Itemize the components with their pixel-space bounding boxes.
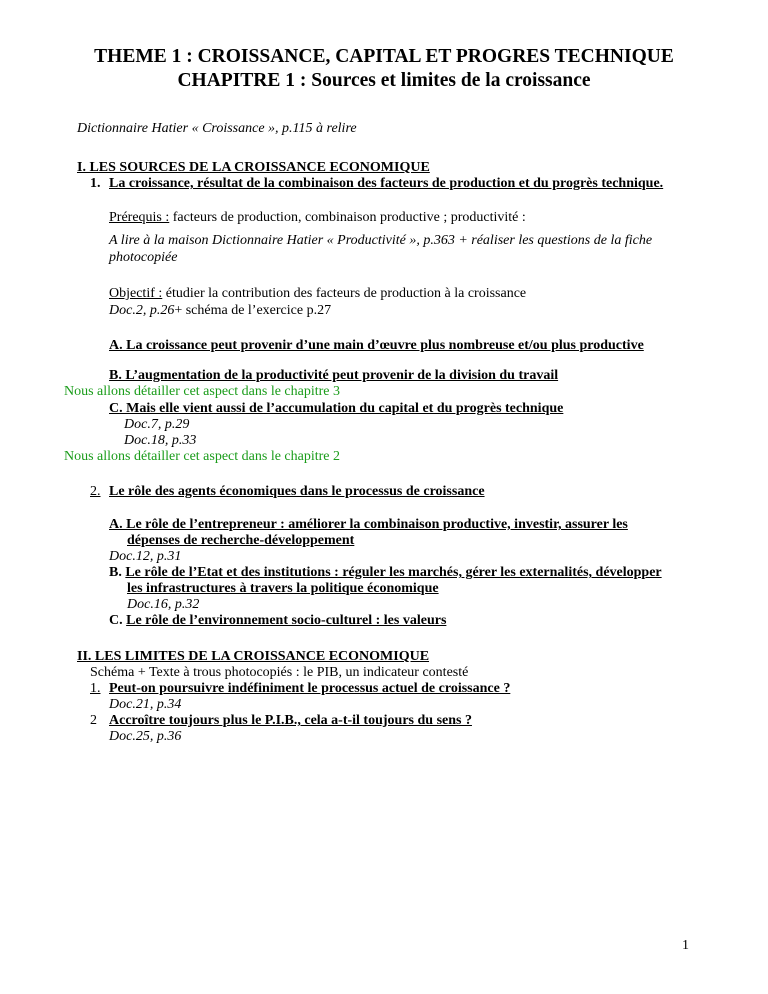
subsection-2A-line1: A. Le rôle de l’entrepreneur : améliorer la combinaison productive, investir, assurer les (109, 517, 628, 532)
subsection-1C: C. Mais elle vient aussi de l’accumulation du capital et du progrès technique (109, 401, 564, 416)
subsection-1C-doc1: Doc.7, p.29 (124, 417, 190, 432)
section1-number: 1. (90, 176, 101, 191)
section2-number-label: 2. (90, 484, 101, 499)
subsection-2C (109, 612, 446, 629)
objective-line (109, 285, 526, 302)
subsection-2B-line1 (109, 564, 662, 581)
part1-heading: I. LES SOURCES DE LA CROISSANCE ECONOMIQUE (77, 160, 430, 175)
prerequisites-text: facteurs de production, combinaison productive ; productivité : (169, 210, 526, 225)
subsection-1B: B. L’augmentation de la productivité peut provenir de la division du travail (109, 368, 559, 383)
subsection-1C-doc2: Doc.18, p.33 (124, 433, 197, 448)
prerequisites-line (109, 209, 526, 226)
reading-instruction-line1: A lire à la maison Dictionnaire Hatier « Productivité », p.363 + réaliser les questions de la fiche (109, 233, 653, 248)
subsection-2C-prefix: C. (109, 613, 127, 628)
question1-number: 1. (90, 681, 101, 696)
note-chapter-3: Nous allons détailler cet aspect dans le chapitre 3 (64, 384, 341, 399)
reading-instruction-line2: photocopiée (109, 250, 178, 265)
section2-title: Le rôle des agents économiques dans le processus de croissance (109, 484, 485, 499)
doc-ref-rest: + schéma de l’exercice p.27 (174, 303, 332, 318)
section1-title: La croissance, résultat de la combinaison des facteurs de production et du progrès technique. (109, 176, 664, 191)
subsection-2B-doc: Doc.16, p.32 (127, 597, 200, 612)
objective-label: Objectif : (109, 286, 163, 301)
prerequisites-label: Prérequis : (109, 210, 170, 225)
note-chapter-2: Nous allons détailler cet aspect dans le chapitre 2 (64, 449, 341, 464)
subsection-2C-title: Le rôle de l’environnement socio-culturel : les valeurs (126, 613, 447, 628)
subsection-2A-line2: dépenses de recherche-développement (127, 533, 355, 548)
document-title-chapter: CHAPITRE 1 : Sources et limites de la croissance (177, 70, 591, 91)
question2-doc: Doc.25, p.36 (109, 729, 182, 744)
intro-reference: Dictionnaire Hatier « Croissance », p.115 à relire (77, 121, 357, 136)
objective-text: étudier la contribution des facteurs de production à la croissance (162, 286, 527, 301)
question2-title: Accroître toujours plus le P.I.B., cela a-t-il toujours du sens ? (109, 713, 472, 728)
subsection-2B-prefix: B. (109, 565, 126, 580)
subsection-2B-line2: les infrastructures à travers la politique économique (127, 581, 439, 596)
subsection-2A-doc: Doc.12, p.31 (109, 549, 182, 564)
document-reference-line (109, 302, 331, 319)
document-title-theme: THEME 1 : CROISSANCE, CAPITAL ET PROGRES TECHNIQUE (94, 46, 674, 67)
doc-ref-italic: Doc.2, p.26 (109, 303, 175, 318)
question2-number: 2 (90, 713, 97, 728)
part2-heading: II. LES LIMITES DE LA CROISSANCE ECONOMIQUE (77, 649, 430, 664)
question1-doc: Doc.21, p.34 (109, 697, 182, 712)
subsection-2B-title: Le rôle de l’Etat et des institutions : réguler les marchés, gérer les externalités, développer (125, 565, 662, 580)
question1-title: Peut-on poursuivre indéfiniment le processus actuel de croissance ? (109, 681, 511, 696)
subsection-1A: A. La croissance peut provenir d’une main d’œuvre plus nombreuse et/ou plus productive (109, 338, 644, 353)
part2-intro: Schéma + Texte à trous photocopiés : le PIB, un indicateur contesté (90, 665, 469, 680)
page-number: 1 (682, 938, 689, 953)
